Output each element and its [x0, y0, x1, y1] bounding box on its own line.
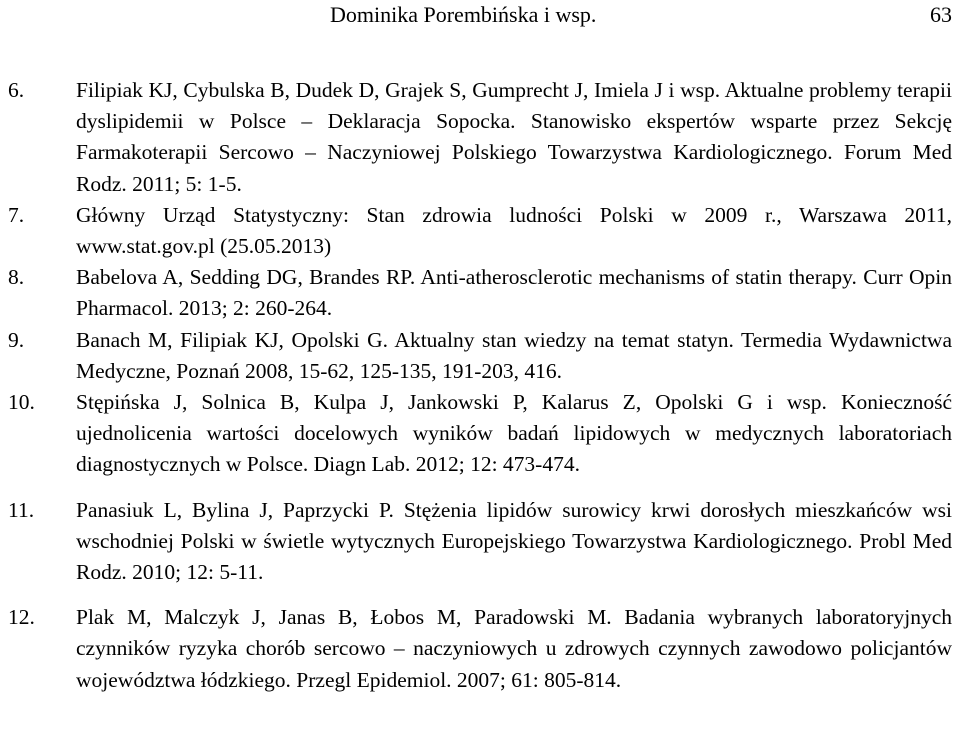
- reference-item-7: [0, 200, 952, 262]
- reference-number: 10.: [8, 390, 35, 415]
- page-number: 63: [930, 2, 952, 27]
- reference-list: [0, 75, 952, 696]
- reference-number: 12.: [8, 605, 35, 630]
- reference-text: Panasiuk L, Bylina J, Paprzycki P. Stężenia lipidów surowicy krwi dorosłych mieszkańców wsi wschodniej Polski w świetle wytycznych Europejskiego Towarzystwa Kardiologicznego. Probl Med Rodz. 2010; 12: 5-11.: [76, 497, 952, 585]
- reference-item-6: [0, 75, 952, 200]
- reference-text: Filipiak KJ, Cybulska B, Dudek D, Grajek S, Gumprecht J, Imiela J i wsp. Aktualne problemy terapii dyslipidemii w Polsce – Deklaracja Sopocka. Stanowisko ekspertów wsparte przez Sekcję Farmakoterapii Sercowo – Naczyniowej Polskiego Towarzystwa Kardiologicznego. Forum Med Rodz. 2011; 5: 1-5.: [76, 78, 952, 196]
- reference-item-12: [0, 602, 952, 696]
- reference-text: Banach M, Filipiak KJ, Opolski G. Aktualny stan wiedzy na temat statyn. Termedia Wydawnictwa Medyczne, Poznań 2008, 15-62, 125-135, 191-203, 416.: [76, 327, 952, 383]
- reference-number: 6.: [8, 78, 25, 102]
- reference-text: Stępińska J, Solnica B, Kulpa J, Jankowski P, Kalarus Z, Opolski G i wsp. Konieczność ujednolicenia wartości docelowych wyników badań lipidowych w medycznych laboratoriach diagnostycznych w Polsce. Diagn Lab. 2012; 12: 473-474.: [76, 390, 952, 477]
- reference-number: 11.: [8, 497, 35, 522]
- reference-number: 7.: [8, 202, 25, 227]
- reference-text: Główny Urząd Statystyczny: Stan zdrowia ludności Polski w 2009 r., Warszawa 2011, www.stat.gov.pl (25.05.2013): [76, 202, 952, 259]
- reference-item-9: [0, 325, 952, 387]
- reference-item-8: [0, 262, 952, 324]
- running-title: Dominika Porembińska i wsp.: [330, 2, 597, 27]
- reference-text: Babelova A, Sedding DG, Brandes RP. Anti-atherosclerotic mechanisms of statin therapy. Curr Opin Pharmacol. 2013; 2: 260-264.: [76, 265, 952, 321]
- reference-item-10: [0, 387, 952, 481]
- reference-text: Plak M, Malczyk J, Janas B, Łobos M, Paradowski M. Badania wybranych laboratoryjnych czynników ryzyka chorób sercowo – naczyniowych u zdrowych czynnych zawodowo policjantów województwa łódzkiego. Przegl Epidemiol. 2007; 61: 805-814.: [76, 605, 952, 692]
- reference-number: 9.: [8, 327, 25, 352]
- reference-item-11: [0, 495, 952, 589]
- reference-number: 8.: [8, 265, 25, 290]
